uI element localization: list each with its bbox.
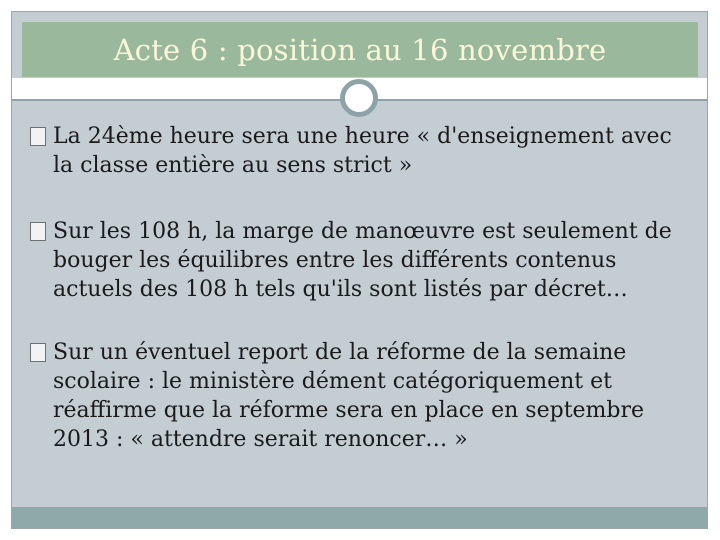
square-bullet-icon xyxy=(30,222,46,241)
bullet-list xyxy=(28,122,698,454)
bullet-text: La 24ème heure sera une heure « d'enseignement avec la classe entière au sens strict » xyxy=(53,124,672,178)
ring-icon xyxy=(340,79,378,117)
footer-bar xyxy=(12,507,707,528)
square-bullet-icon xyxy=(30,127,46,146)
bullet-item xyxy=(28,217,698,304)
bullet-item xyxy=(28,338,698,454)
square-bullet-icon xyxy=(30,343,46,362)
title-bar xyxy=(22,22,698,77)
slide-title: Acte 6 : position au 16 novembre xyxy=(113,32,607,67)
bullet-text: Sur les 108 h, la marge de manœuvre est seulement de bouger les équilibres entre les différents contenus actuels des 108 h tels qu'ils sont listés par décret… xyxy=(53,219,672,302)
bullet-item xyxy=(28,122,698,180)
bullet-text: Sur un éventuel report de la réforme de la semaine scolaire : le ministère dément catégoriquement et réaffirme que la réforme sera en place en septembre 2013 : « attendre serait renoncer… » xyxy=(53,340,645,452)
